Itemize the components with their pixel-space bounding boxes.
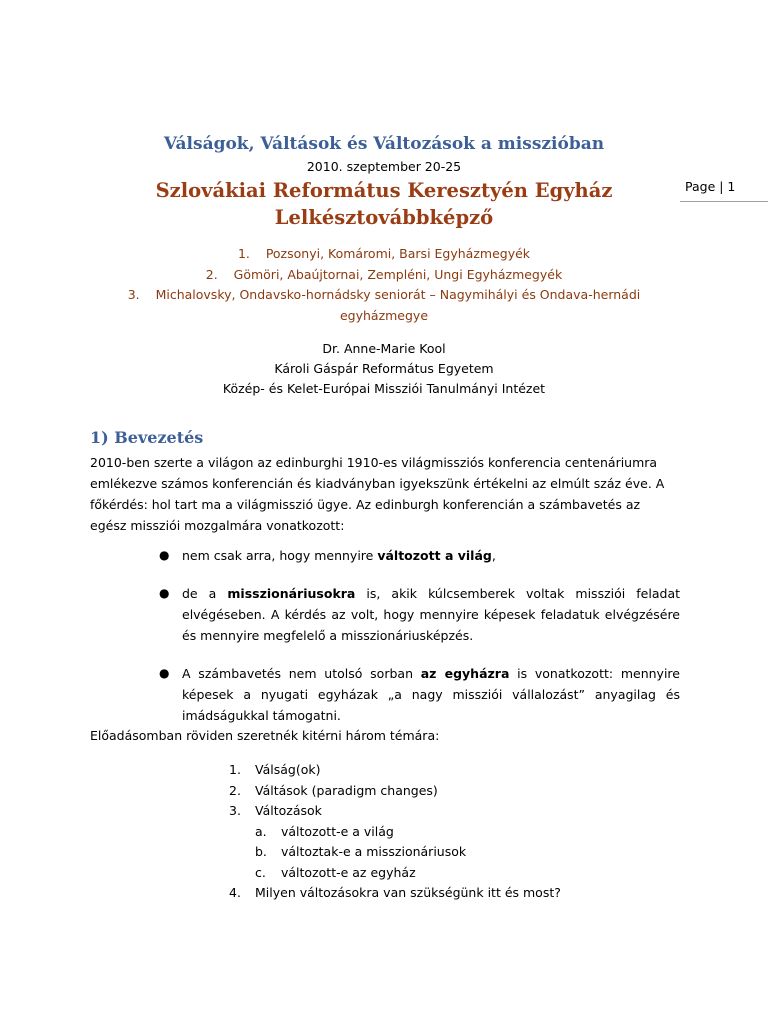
subtopic-item	[255, 822, 561, 843]
subtopic-text: változtak-e a misszionáriusok	[281, 844, 467, 859]
main-title-line-2: Lelkésztovábbképző	[274, 206, 494, 229]
subtopic-letter: b.	[255, 844, 267, 859]
topic-item	[229, 883, 561, 904]
topic-number: 1.	[229, 762, 241, 777]
topics-lead: Előadásomban röviden szeretnék kitérni három témára:	[90, 728, 440, 743]
bullet-emphasis: misszionáriusokra	[227, 586, 356, 601]
region-text: Michalovsky, Ondavsko-hornádsky seniorát – Nagymihályi és Ondava-hernádi	[155, 287, 641, 302]
subtopic-text: változott-e az egyház	[281, 864, 416, 880]
topic-text: Milyen változásokra van szükségünk itt és most?	[255, 885, 561, 900]
bullet-item: ● de a misszionáriusokra is, akik kúlcsemberek voltak missziói feladat elvégéseben. A kérdés az volt, hogy mennyire képesek feladatuk elvégzésére és mennyire megfelelő a misszionáriusképzés.	[90, 583, 680, 646]
region-item	[90, 265, 678, 286]
regions-list	[90, 244, 678, 326]
author-institute: Közép- és Kelet-Európai Missziói Tanulmányi Intézet	[222, 381, 546, 396]
topic-number: 4.	[229, 885, 241, 900]
topic-item	[229, 781, 561, 802]
topic-text: Változások	[255, 803, 322, 818]
bullet-emphasis: változott a világ	[377, 548, 492, 563]
topic-number: 3.	[229, 803, 241, 818]
topic-text: Váltások (paradigm changes)	[255, 782, 438, 798]
subtopic-item	[255, 863, 561, 884]
region-item	[90, 244, 678, 265]
bullet-icon: ●	[159, 666, 170, 680]
subtopic-letter: c.	[255, 864, 266, 880]
region-text: Gömöri, Abaújtornai, Zempléni, Ungi Egyházmegyék	[233, 266, 563, 282]
subtopic-letter: a.	[255, 823, 267, 839]
subtopic-text: változott-e a világ	[281, 823, 394, 839]
bullet-icon: ●	[159, 548, 170, 562]
bullet-item: ● A számbavetés nem utolsó sorban az egyházra is vonatkozott: mennyire képesek a nyugati egyházak „a nagy missziói vállalozást” anyagilag és imádságukkal támogatni.	[90, 663, 680, 726]
topic-text: Válság(ok)	[255, 762, 321, 777]
page-number: Page | 1	[685, 179, 736, 194]
region-item-continuation: egyházmegye	[339, 307, 429, 323]
topics-list	[229, 760, 561, 904]
section-heading: 1) Bevezetés	[90, 428, 204, 447]
author-university: Károli Gáspár Református Egyetem	[274, 361, 494, 376]
author-block	[80, 339, 688, 399]
bullet-list	[90, 545, 680, 743]
bullet-item: ● nem csak arra, hogy mennyire változott a világ,	[90, 545, 680, 566]
main-title-line-1: Szlovákiai Református Keresztyén Egyház	[155, 179, 613, 202]
region-item	[90, 285, 678, 306]
subtopic-item	[255, 842, 561, 863]
region-number: 1.	[237, 246, 250, 261]
region-text: Pozsonyi, Komáromi, Barsi Egyházmegyék	[265, 246, 531, 261]
author-name: Dr. Anne-Marie Kool	[322, 341, 446, 356]
topic-item	[229, 801, 561, 883]
region-number: 3.	[127, 287, 140, 302]
event-date: 2010. szeptember 20-25	[306, 159, 462, 174]
topic-number: 2.	[229, 782, 241, 798]
main-title	[60, 177, 708, 231]
topic-item	[229, 760, 561, 781]
bullet-emphasis: az egyházra	[420, 666, 510, 681]
intro-paragraph: 2010-ben szerte a világon az edinburghi 1910-es világmissziós konferencia centenáriumra emlékezve számos konferencián és kiadványban igyekszünk értékelni az elmúlt száz éve. A főkérdés: hol tart ma a világmisszió ügye. Az edinburgh konferencián a számbavetés az egész missziói mozgalmára vonatkozott:	[90, 455, 665, 533]
region-number: 2.	[205, 266, 218, 282]
document-title: Válságok, Váltások és Változások a misszióban	[163, 134, 605, 154]
bullet-icon: ●	[159, 586, 170, 600]
subtopics-list	[255, 822, 561, 884]
